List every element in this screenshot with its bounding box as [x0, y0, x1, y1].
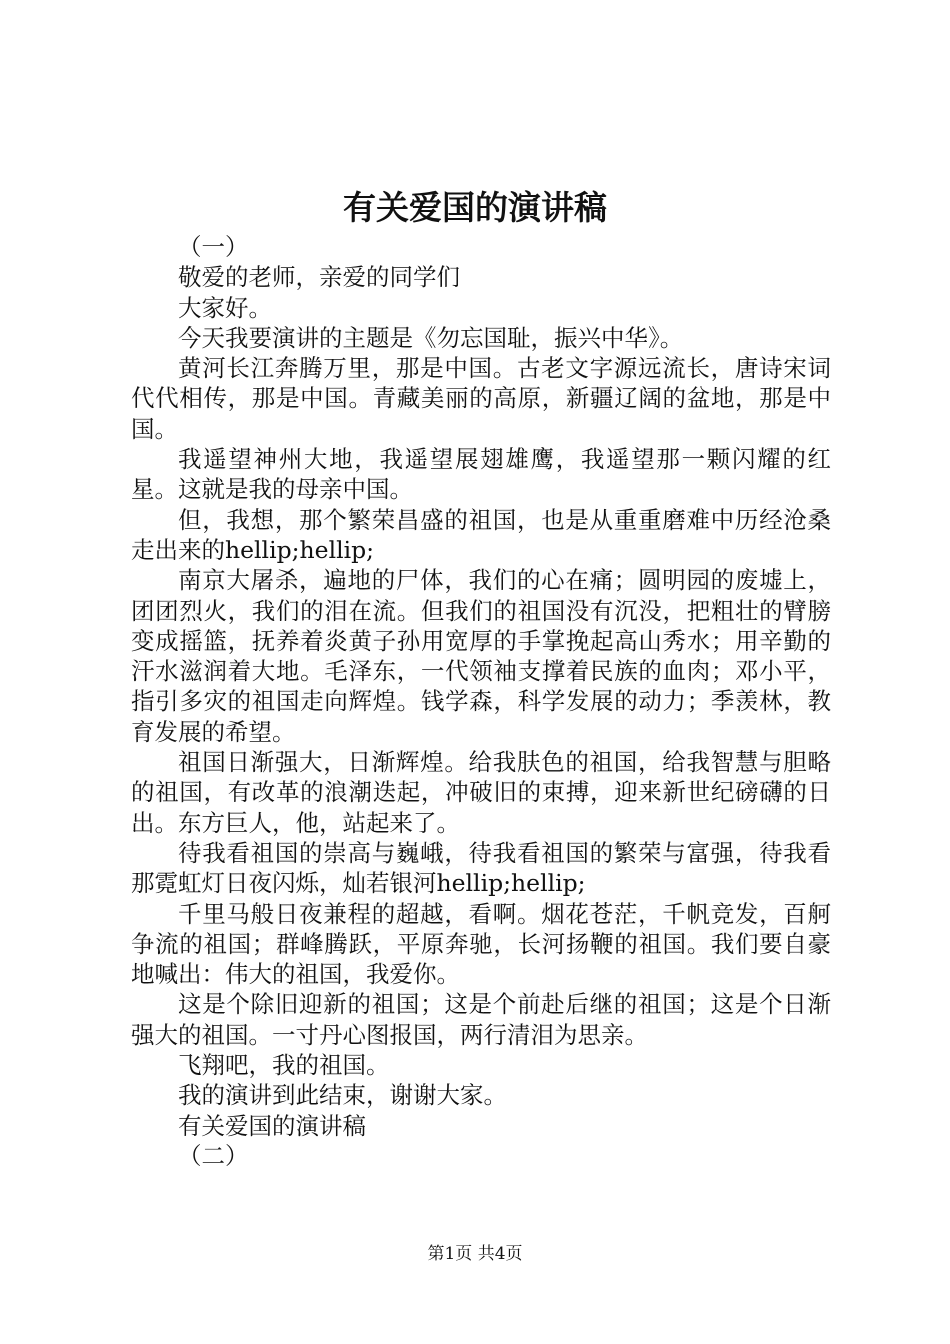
paragraph: （二）	[178, 1141, 249, 1170]
document-body	[131, 232, 831, 1171]
paragraph: 祖国日渐强大，日渐辉煌。给我肤色的祖国，给我智慧与胆略的祖国，有改革的浪潮迭起，冲破旧的束搏，迎来新世纪磅礴的日出。东方巨人，他，站起来了。	[131, 748, 831, 837]
paragraph: 大家好。	[178, 293, 272, 322]
paragraph: 南京大屠杀，遍地的尸体，我们的心在痛；圆明园的废墟上，团团烈火，我们的泪在流。但我们的祖国没有沉没，把粗壮的臂膀变成摇篮，抚养着炎黄子孙用宽厚的手掌挽起高山秀水；用辛勤的汗水滋润着大地。毛泽东，一代领袖支撑着民族的血肉；邓小平，指引多灾的祖国走向辉煌。钱学森，科学发展的动力；季羡林，教育发展的希望。	[131, 566, 831, 746]
paragraph: 我遥望神州大地，我遥望展翅雄鹰，我遥望那一颗闪耀的红星。这就是我的母亲中国。	[131, 445, 831, 504]
paragraph: 黄河长江奔腾万里，那是中国。古老文字源远流长，唐诗宋词代代相传，那是中国。青藏美丽的高原，新疆辽阔的盆地，那是中国。	[131, 354, 831, 443]
paragraph: 有关爱国的演讲稿	[178, 1111, 366, 1140]
paragraph: （一）	[178, 233, 249, 261]
paragraph: 待我看祖国的崇高与巍峨，待我看祖国的繁荣与富强，待我看那霓虹灯日夜闪烁，灿若银河hellip;hellip;	[131, 838, 831, 898]
document-title: 有关爱国的演讲稿	[343, 188, 607, 227]
paragraph: 今天我要演讲的主题是《勿忘国耻，振兴中华》。	[178, 323, 684, 352]
paragraph: 千里马般日夜兼程的超越，看啊。烟花苍茫，千帆竞发，百舸争流的祖国；群峰腾跃，平原奔驰，长河扬鞭的祖国。我们要自豪地喊出：伟大的祖国，我爱你。	[131, 899, 831, 989]
paragraph: 飞翔吧，我的祖国。	[178, 1051, 390, 1080]
paragraph: 这是个除旧迎新的祖国；这是个前赴后继的祖国；这是个日渐强大的祖国。一寸丹心图报国，两行清泪为思亲。	[131, 990, 831, 1049]
paragraph: 但，我想，那个繁荣昌盛的祖国，也是从重重磨难中历经沧桑走出来的hellip;hellip;	[131, 505, 831, 564]
page-number-footer: 第1页 共4页	[427, 1244, 523, 1264]
paragraph: 我的演讲到此结束，谢谢大家。	[178, 1081, 507, 1110]
paragraph: 敬爱的老师，亲爱的同学们	[178, 263, 460, 292]
